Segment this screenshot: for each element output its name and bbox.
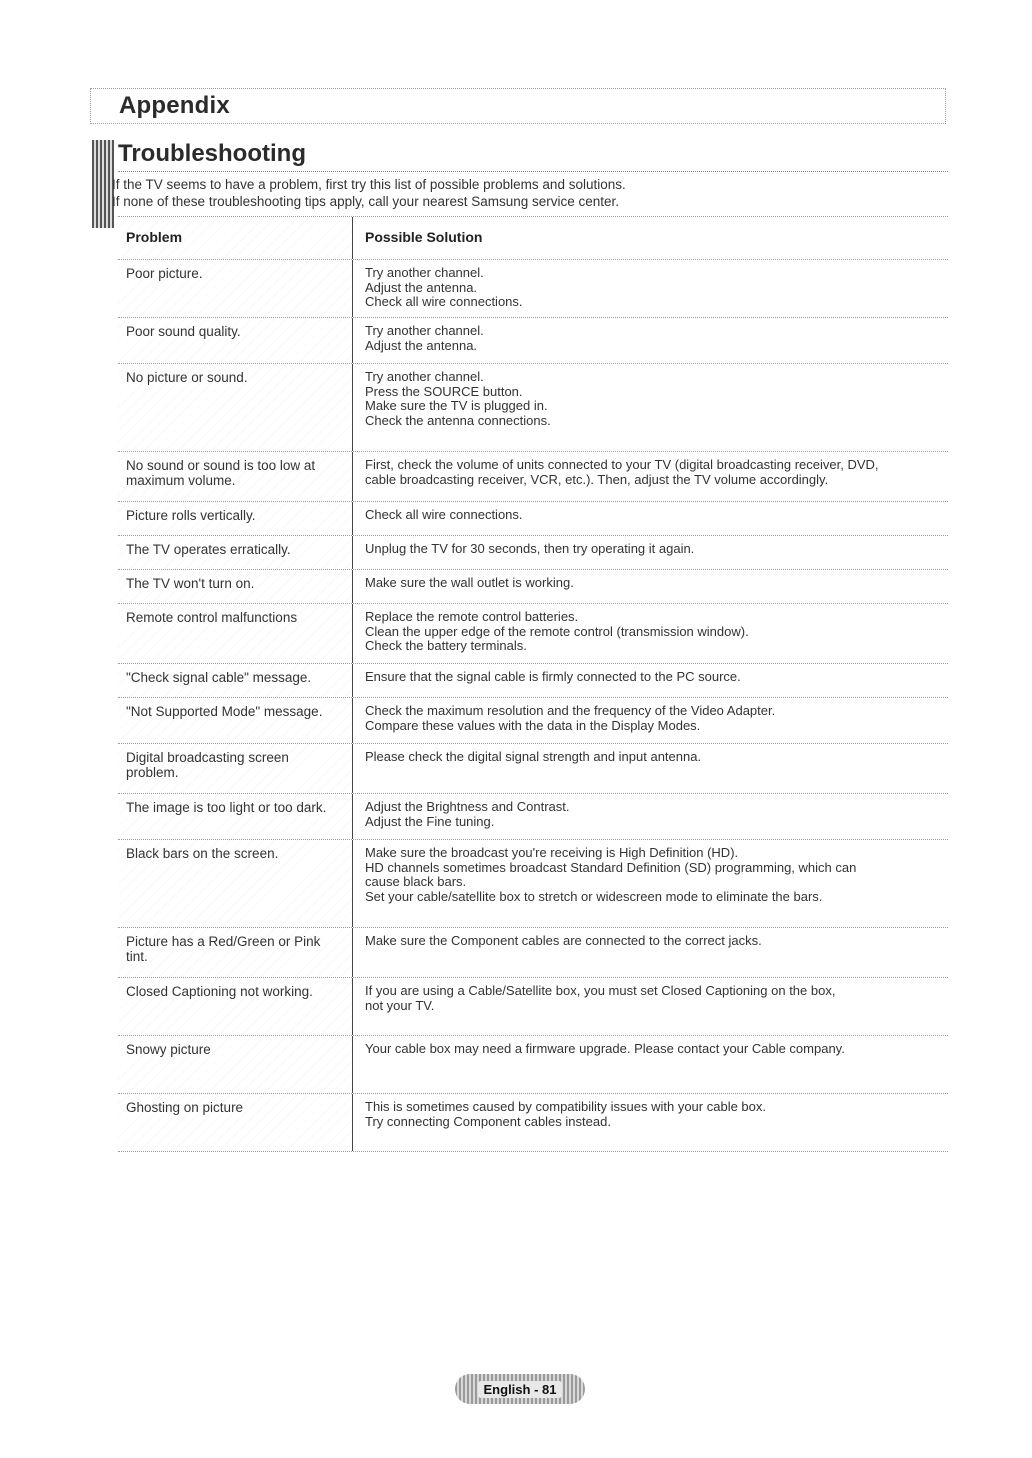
solution-cell [352, 928, 948, 977]
table-row [118, 452, 948, 502]
solution-line: Check the antenna connections. [365, 412, 551, 428]
solution-line: Try connecting Component cables instead. [365, 1113, 611, 1129]
solution-line: Adjust the Brightness and Contrast. [365, 799, 570, 814]
solution-cell [352, 502, 948, 535]
solution-cell [352, 452, 948, 501]
solution-line: HD channels sometimes broadcast Standard Definition (SD) programming, which can [365, 859, 857, 875]
solution-line: cable broadcasting receiver, VCR, etc.). Then, adjust the TV volume accordingly. [365, 471, 829, 487]
solution-line: Make sure the Component cables are connected to the correct jacks. [365, 933, 762, 948]
solution-line: If you are using a Cable/Satellite box, you must set Closed Captioning on the box, [365, 983, 836, 998]
solution-cell [352, 698, 948, 743]
problem-cell: The image is too light or too dark. [118, 794, 352, 839]
problem-cell: No sound or sound is too low at maximum volume. [118, 452, 352, 501]
table-row [118, 1094, 948, 1152]
table-row [118, 928, 948, 978]
solution-cell [352, 840, 948, 927]
solution-line: Unplug the TV for 30 seconds, then try operating it again. [365, 541, 695, 556]
solution-line: Adjust the antenna. [365, 279, 478, 295]
table-row [118, 260, 948, 318]
solution-line: Make sure the TV is plugged in. [365, 398, 548, 414]
table-row [118, 698, 948, 744]
solution-cell [352, 318, 948, 363]
solution-line: Compare these values with the data in the Display Modes. [365, 717, 701, 733]
solution-line: Clean the upper edge of the remote control (transmission window). [365, 623, 749, 639]
solution-cell [352, 744, 948, 793]
appendix-title: Appendix [119, 92, 230, 119]
header-problem: Problem [118, 217, 352, 259]
section-marker [92, 140, 114, 228]
problem-cell: Closed Captioning not working. [118, 978, 352, 1035]
table-row [118, 744, 948, 794]
solution-line: Try another channel. [365, 369, 484, 384]
solution-line: This is sometimes caused by compatibility issues with your cable box. [365, 1099, 766, 1114]
solution-line: Replace the remote control batteries. [365, 609, 579, 624]
solution-cell [352, 1036, 948, 1093]
solution-cell [352, 664, 948, 697]
problem-cell: Poor sound quality. [118, 318, 352, 363]
solution-line: Press the SOURCE button. [365, 383, 523, 399]
table-row [118, 364, 948, 452]
problem-cell: The TV operates erratically. [118, 536, 352, 569]
solution-line: Check all wire connections. [365, 507, 523, 522]
solution-cell [352, 1094, 948, 1151]
problem-cell: Remote control malfunctions [118, 604, 352, 663]
solution-cell [352, 604, 948, 663]
table-row [118, 570, 948, 604]
table-row [118, 502, 948, 536]
problem-cell: Poor picture. [118, 260, 352, 317]
solution-line: Please check the digital signal strength and input antenna. [365, 749, 702, 764]
solution-cell [352, 978, 948, 1035]
table-row [118, 794, 948, 840]
solution-cell [352, 260, 948, 317]
solution-cell [352, 364, 948, 451]
problem-cell: The TV won't turn on. [118, 570, 352, 603]
table-row [118, 664, 948, 698]
appendix-header [90, 88, 946, 124]
solution-line: Check all wire connections. [365, 294, 523, 310]
problem-cell: "Not Supported Mode" message. [118, 698, 352, 743]
table-row [118, 840, 948, 928]
header-solution: Possible Solution [352, 217, 948, 259]
solution-line: Adjust the antenna. [365, 337, 478, 353]
table-row [118, 604, 948, 664]
problem-cell: Picture has a Red/Green or Pink tint. [118, 928, 352, 977]
section-title: Troubleshooting [118, 140, 306, 167]
table-row [118, 978, 948, 1036]
solution-line: Your cable box may need a firmware upgrade. Please contact your Cable company. [365, 1041, 845, 1056]
intro-text [112, 176, 626, 210]
troubleshooting-table [118, 216, 948, 1152]
table-row [118, 318, 948, 364]
table-row [118, 1036, 948, 1094]
page-number-badge [455, 1374, 585, 1404]
solution-line: not your TV. [365, 997, 435, 1013]
solution-line: Adjust the Fine tuning. [365, 813, 495, 829]
solution-line: Check the battery terminals. [365, 638, 527, 654]
solution-line: Try another channel. [365, 323, 484, 338]
solution-line: cause black bars. [365, 874, 467, 890]
page-number: English - 81 [478, 1381, 563, 1398]
problem-cell: Picture rolls vertically. [118, 502, 352, 535]
problem-cell: Ghosting on picture [118, 1094, 352, 1151]
section-divider [118, 171, 948, 172]
solution-cell [352, 570, 948, 603]
solution-line: Make sure the wall outlet is working. [365, 575, 574, 590]
solution-line: First, check the volume of units connected to your TV (digital broadcasting receiver, DVD, [365, 457, 879, 472]
problem-cell: "Check signal cable" message. [118, 664, 352, 697]
problem-cell: Black bars on the screen. [118, 840, 352, 927]
intro-line: If the TV seems to have a problem, first try this list of possible problems and solutions. [112, 177, 626, 192]
solution-line: Try another channel. [365, 265, 484, 280]
intro-line: If none of these troubleshooting tips apply, call your nearest Samsung service center. [112, 194, 620, 209]
solution-cell [352, 536, 948, 569]
problem-cell: No picture or sound. [118, 364, 352, 451]
table-header-row [118, 216, 948, 260]
table-row [118, 536, 948, 570]
solution-line: Ensure that the signal cable is firmly connected to the PC source. [365, 669, 741, 684]
solution-line: Make sure the broadcast you're receiving is High Definition (HD). [365, 845, 739, 860]
problem-cell: Snowy picture [118, 1036, 352, 1093]
solution-cell [352, 794, 948, 839]
solution-line: Check the maximum resolution and the frequency of the Video Adapter. [365, 703, 776, 718]
solution-line: Set your cable/satellite box to stretch or widescreen mode to eliminate the bars. [365, 888, 823, 904]
problem-cell: Digital broadcasting screen problem. [118, 744, 352, 793]
